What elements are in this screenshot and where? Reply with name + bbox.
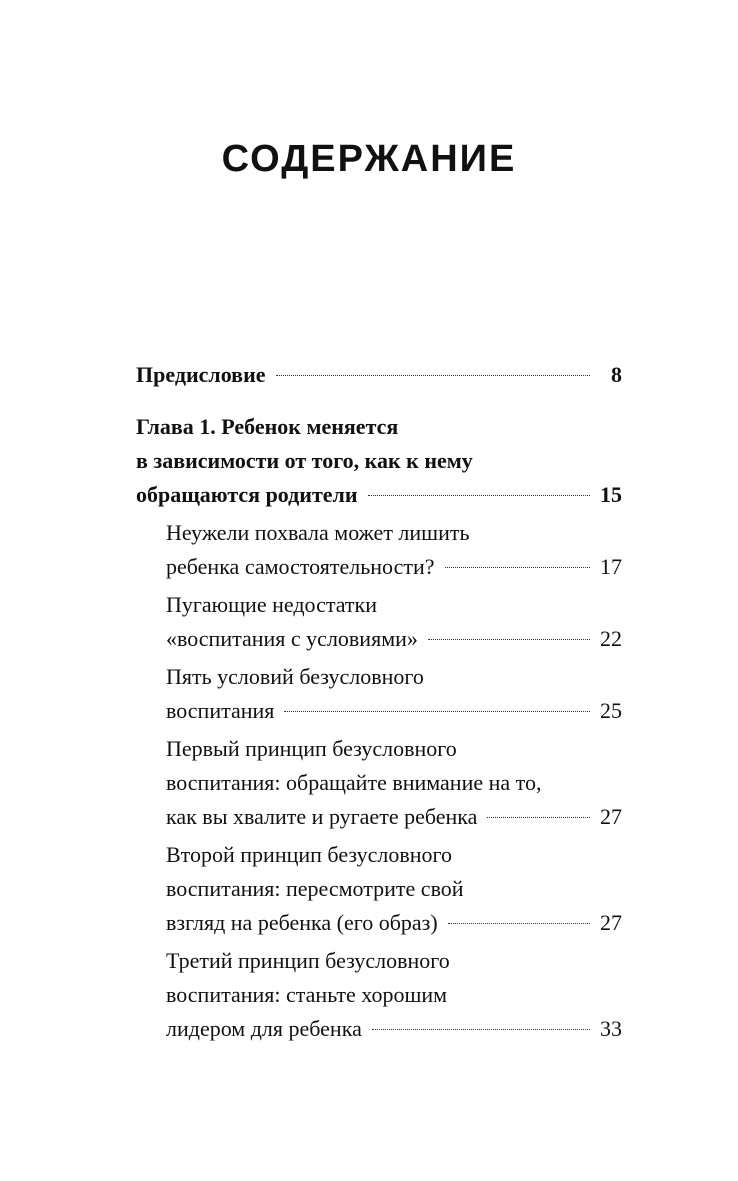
- toc-entry-title: как вы хвалите и ругаете ребенка: [166, 804, 478, 829]
- toc-entry-title: в зависимости от того, как к нему: [136, 448, 473, 473]
- toc-page-number: 33: [600, 1016, 622, 1041]
- toc-page-number: 17: [600, 554, 622, 579]
- dot-leader: [445, 567, 590, 568]
- dot-leader: [368, 495, 590, 496]
- toc-entry-title: Второй принцип безусловного: [166, 842, 452, 867]
- toc-page-number: 25: [600, 698, 622, 723]
- toc-entry-title: Глава 1. Ребенок меняется: [136, 414, 399, 439]
- toc-entry-section: [166, 732, 622, 834]
- dot-leader: [372, 1029, 590, 1030]
- toc-entry-title: Пять условий безусловного: [166, 664, 424, 689]
- toc-entry-title: Пугающие недостатки: [166, 592, 377, 617]
- toc-entry-section: [166, 838, 622, 940]
- toc-entry-title: Предисловие: [136, 362, 266, 387]
- toc-entry-chapter-1: [136, 410, 622, 512]
- toc-entry-title: воспитания: обращайте внимание на то,: [166, 770, 542, 795]
- dot-leader: [284, 711, 590, 712]
- toc-page-number: 15: [600, 482, 622, 507]
- toc-entry-title: воспитания: станьте хорошим: [166, 982, 448, 1007]
- toc-entry-title: лидером для ребенка: [166, 1016, 362, 1041]
- toc-entry-section: [166, 516, 622, 584]
- toc-page-number: 8: [611, 362, 622, 387]
- toc-entry-preface: [136, 358, 622, 392]
- dot-leader: [487, 817, 590, 818]
- toc-entry-section: [166, 944, 622, 1046]
- dot-leader: [428, 639, 590, 640]
- toc-entry-section: [166, 660, 622, 728]
- toc-entry-title: воспитания: пересмотрите свой: [166, 876, 464, 901]
- toc-page-number: 27: [600, 910, 622, 935]
- toc-entry-title: Третий принцип безусловного: [166, 948, 450, 973]
- dot-leader: [276, 375, 590, 376]
- toc-entry-title: воспитания: [166, 698, 275, 723]
- toc-entry-title: взгляд на ребенка (его образ): [166, 910, 438, 935]
- toc-entry-title: «воспитания с условиями»: [166, 626, 418, 651]
- toc-entry-title: ребенка самостоятельности?: [166, 554, 435, 579]
- page-title: СОДЕРЖАНИЕ: [221, 138, 517, 180]
- toc-entry-title: Неужели похвала может лишить: [166, 520, 470, 545]
- toc-entry-title: Первый принцип безусловного: [166, 736, 457, 761]
- toc-entry-title: обращаются родители: [136, 482, 358, 507]
- dot-leader: [448, 923, 590, 924]
- toc-list: [136, 358, 622, 1046]
- toc-page-number: 22: [600, 626, 622, 651]
- toc-entry-section: [166, 588, 622, 656]
- toc-page-number: 27: [600, 804, 622, 829]
